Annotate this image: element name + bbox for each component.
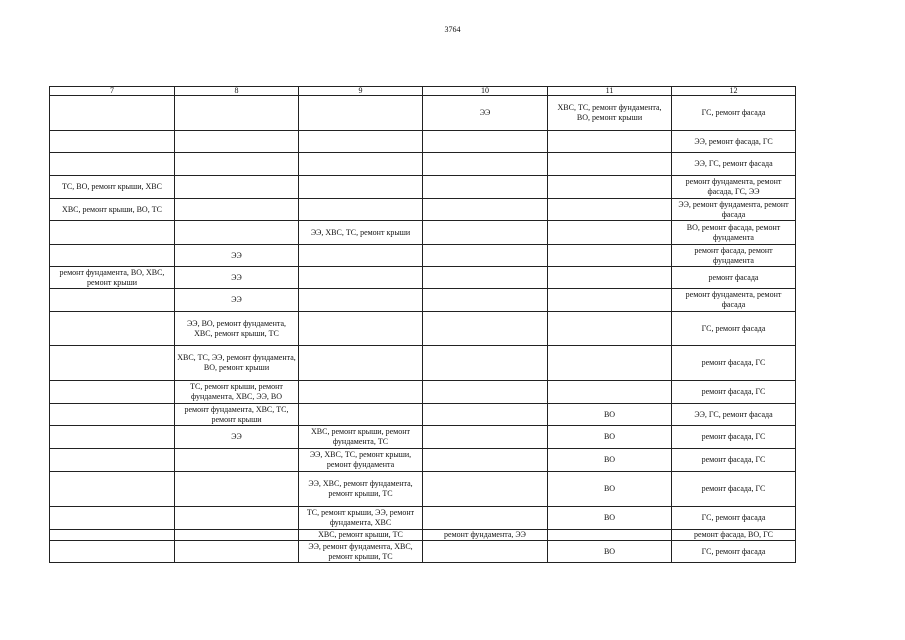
table-cell [299,289,423,312]
table-cell [50,96,175,131]
table-cell: ЭЭ, ХВС, ремонт фундамента, ремонт крыши, ТС [299,472,423,507]
table-row [50,131,796,153]
table-row [50,426,796,449]
table-cell [299,381,423,404]
table-cell [548,176,672,199]
table-row [50,289,796,312]
column-header: 12 [672,87,796,96]
table-cell: ремонт фасада, ВО, ГС [672,530,796,541]
table-cell [175,507,299,530]
table-cell [50,426,175,449]
table-cell [423,381,548,404]
table-cell [299,312,423,346]
table-cell [50,530,175,541]
table-cell [423,507,548,530]
table-cell [299,245,423,267]
table-cell [299,267,423,289]
table-cell [548,346,672,381]
table-cell: ХВС, ремонт крыши, ВО, ТС [50,199,175,221]
table-cell: ВО, ремонт фасада, ремонт фундамента [672,221,796,245]
table-cell [50,472,175,507]
table-cell [548,381,672,404]
table-cell [299,131,423,153]
table-cell [50,346,175,381]
table-row [50,221,796,245]
table-cell [423,153,548,176]
table-cell [299,153,423,176]
table-row [50,245,796,267]
table-cell: ЭЭ, ГС, ремонт фасада [672,404,796,426]
table-cell: ремонт фасада, ремонт фундамента [672,245,796,267]
table-row [50,346,796,381]
column-header: 11 [548,87,672,96]
table-cell: ЭЭ, ремонт фундамента, ремонт фасада [672,199,796,221]
table-cell: ВО [548,507,672,530]
table-cell [423,176,548,199]
table-cell: ЭЭ [175,426,299,449]
table-row [50,96,796,131]
table-cell [299,199,423,221]
table-cell [548,221,672,245]
table-row [50,153,796,176]
table-cell [423,221,548,245]
table-row [50,381,796,404]
table-cell [175,176,299,199]
table-cell: ЭЭ [423,96,548,131]
table-cell [299,176,423,199]
table-row [50,449,796,472]
table-cell [548,199,672,221]
table-cell [548,312,672,346]
table-cell [423,289,548,312]
table-cell: ремонт фундамента, ВО, ХВС, ремонт крыши [50,267,175,289]
table-cell [175,472,299,507]
table-cell [175,199,299,221]
table-cell [423,404,548,426]
table-cell: ЭЭ, ХВС, ТС, ремонт крыши, ремонт фундамента [299,449,423,472]
table-cell: ХВС, ТС, ЭЭ, ремонт фундамента, ВО, ремонт крыши [175,346,299,381]
table-cell: ЭЭ, ремонт фасада, ГС [672,131,796,153]
table-cell [175,153,299,176]
table-row [50,530,796,541]
table-cell: ХВС, ремонт крыши, ремонт фундамента, ТС [299,426,423,449]
table-cell [175,541,299,563]
table-cell [299,96,423,131]
table-cell [50,289,175,312]
column-header: 10 [423,87,548,96]
table-cell [175,96,299,131]
table-cell: ТС, ремонт крыши, ЭЭ, ремонт фундамента, ХВС [299,507,423,530]
table-cell: ЭЭ [175,289,299,312]
table-cell [50,404,175,426]
table-cell [50,312,175,346]
table-cell [548,245,672,267]
table-cell [299,346,423,381]
table-cell: ВО [548,541,672,563]
table-cell [423,449,548,472]
table-cell: ТС, ВО, ремонт крыши, ХВС [50,176,175,199]
table-cell: ремонт фундамента, ремонт фасада, ГС, ЭЭ [672,176,796,199]
table-cell: ХВС, ТС, ремонт фундамента, ВО, ремонт крыши [548,96,672,131]
table-cell: ремонт фасада, ГС [672,426,796,449]
table-cell [50,245,175,267]
table-cell [50,541,175,563]
repair-table [49,86,796,563]
table-cell: ремонт фасада, ГС [672,472,796,507]
table-cell: ЭЭ, ремонт фундамента, ХВС, ремонт крыши, ТС [299,541,423,563]
table-cell [175,530,299,541]
table-cell [423,131,548,153]
table-cell [548,530,672,541]
table-cell [175,131,299,153]
table-cell: ремонт фундамента, ЭЭ [423,530,548,541]
table-cell: ТС, ремонт крыши, ремонт фундамента, ХВС, ЭЭ, ВО [175,381,299,404]
table-cell [548,289,672,312]
table-row [50,472,796,507]
table-cell [423,426,548,449]
table-cell [50,449,175,472]
table-row [50,541,796,563]
table-cell [423,245,548,267]
table-cell [423,472,548,507]
table-cell [548,131,672,153]
table-cell [50,381,175,404]
table-header-row [50,87,796,96]
table-cell [50,131,175,153]
table-cell: ГС, ремонт фасада [672,96,796,131]
table-cell: ремонт фасада, ГС [672,381,796,404]
table-cell: ГС, ремонт фасада [672,507,796,530]
table-cell: ВО [548,404,672,426]
table-cell: ЭЭ [175,267,299,289]
table-cell [175,221,299,245]
table-cell [423,199,548,221]
table-row [50,507,796,530]
table-cell: ХВС, ремонт крыши, ТС [299,530,423,541]
table-cell: ГС, ремонт фасада [672,312,796,346]
table-cell [548,153,672,176]
table-cell: ВО [548,472,672,507]
table-cell [423,541,548,563]
table-cell: ВО [548,426,672,449]
table-cell [175,449,299,472]
table-cell: ВО [548,449,672,472]
table-cell [423,312,548,346]
table-cell: ЭЭ, ХВС, ТС, ремонт крыши [299,221,423,245]
table-cell: ремонт фасада [672,267,796,289]
table-cell [299,404,423,426]
table-cell: ремонт фасада, ГС [672,449,796,472]
table-cell [50,153,175,176]
table-cell: ЭЭ [175,245,299,267]
table-cell: ремонт фундамента, ремонт фасада [672,289,796,312]
table-cell: ремонт фасада, ГС [672,346,796,381]
table-cell [423,346,548,381]
table-row [50,404,796,426]
table-row [50,267,796,289]
table-cell [50,507,175,530]
table-cell: ремонт фундамента, ХВС, ТС, ремонт крыши [175,404,299,426]
page-number: 3764 [444,25,461,34]
table-cell: ЭЭ, ВО, ремонт фундамента, ХВС, ремонт крыши, ТС [175,312,299,346]
column-header: 8 [175,87,299,96]
column-header: 7 [50,87,175,96]
table-cell: ЭЭ, ГС, ремонт фасада [672,153,796,176]
table-row [50,199,796,221]
table-cell [50,221,175,245]
table-cell: ГС, ремонт фасада [672,541,796,563]
column-header: 9 [299,87,423,96]
table-cell [423,267,548,289]
table-row [50,312,796,346]
table-cell [548,267,672,289]
table-row [50,176,796,199]
